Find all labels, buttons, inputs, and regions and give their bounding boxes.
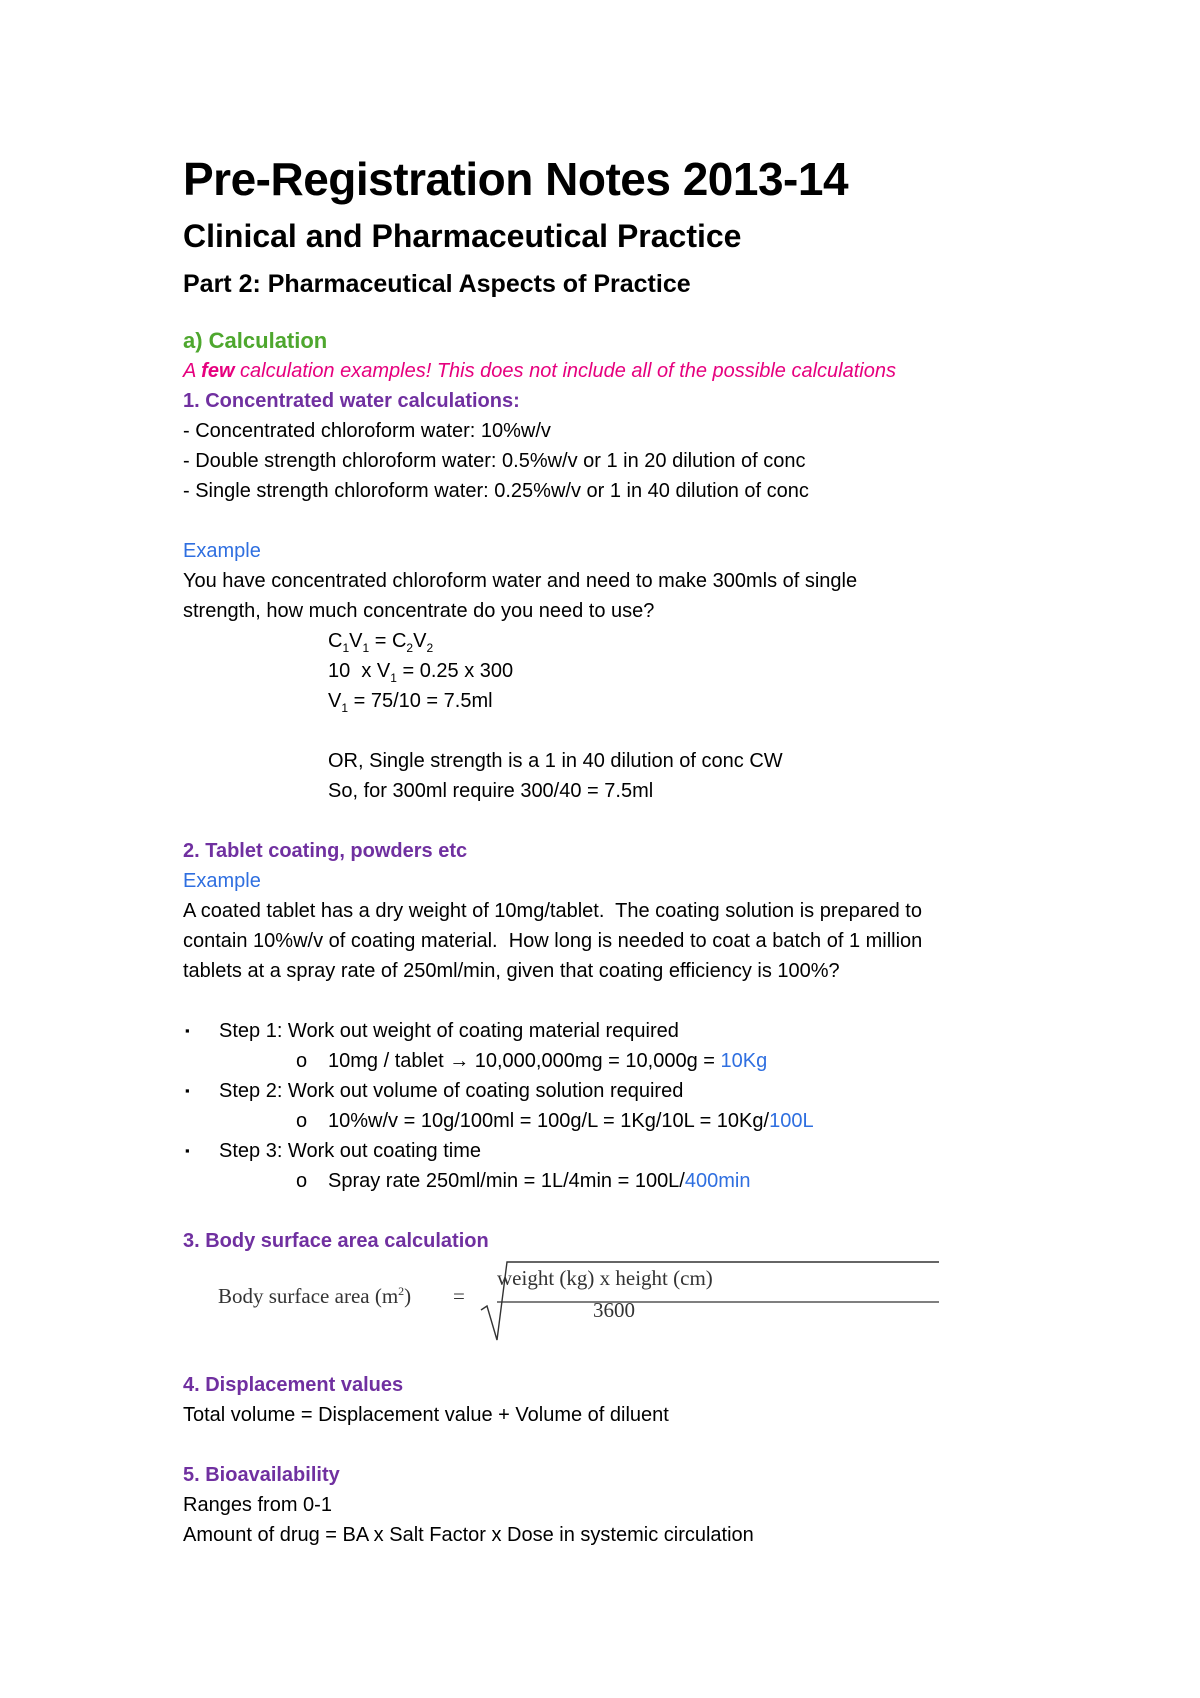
formula-denominator: 3600 xyxy=(593,1298,635,1322)
s1-working: $C_1V_1 = C_2V_2$ xyxy=(328,630,434,655)
s1-item: - Concentrated chloroform water: 10%w/v xyxy=(183,420,551,442)
s4-heading: 4. Displacement values xyxy=(183,1374,404,1396)
step-detail: o 10%w/v = 10g/100ml = 100g/L = 1Kg/10L = 10Kg/100L xyxy=(183,1106,1063,1136)
page-title: Pre-Registration Notes 2013-14 xyxy=(183,153,849,205)
step-item: ▪ Step 2: Work out volume of coating solution required xyxy=(183,1076,1063,1106)
circle-bullet-icon: o xyxy=(296,1170,308,1192)
s1-question: strength, how much concentrate do you need to use? xyxy=(183,600,655,622)
s1-working: OR, Single strength is a 1 in 40 dilution of conc CW xyxy=(328,750,783,772)
section-heading: a) Calculation xyxy=(183,328,328,353)
s1-question: You have concentrated chloroform water and need to make 300mls of single xyxy=(183,570,858,592)
s1-heading: 1. Concentrated water calculations: xyxy=(183,390,520,412)
circle-bullet-icon: o xyxy=(296,1110,308,1132)
s1-working: 10 x $V_1 = 0.25$ x 300 xyxy=(328,660,514,685)
s2-example-label: Example xyxy=(183,870,261,892)
s2-question: tablets at a spray rate of 250ml/min, given that coating efficiency is 100%? xyxy=(183,960,840,982)
step-item: ▪ Step 3: Work out coating time xyxy=(183,1136,1063,1166)
s4-text: Total volume = Displacement value + Volume of diluent xyxy=(183,1404,669,1426)
step-detail: o Spray rate 250ml/min = 1L/4min = 100L/400min xyxy=(183,1166,1063,1196)
s1-working: So, for 300ml require 300/40 = 7.5ml xyxy=(328,780,654,802)
document-content xyxy=(183,150,1063,1550)
s3-heading: 3. Body surface area calculation xyxy=(183,1230,489,1252)
s1-example-label: Example xyxy=(183,540,261,562)
formula-numerator: weight (kg) x height (cm) xyxy=(497,1266,713,1290)
s1-item: - Double strength chloroform water: 0.5%w/v or 1 in 20 dilution of conc xyxy=(183,450,806,472)
bullet-icon: ▪ xyxy=(185,1023,190,1038)
step-detail: o 10mg / tablet → 10,000,000mg = 10,000g = 10Kg xyxy=(183,1046,1063,1076)
s1-item: - Single strength chloroform water: 0.25%w/v or 1 in 40 dilution of conc xyxy=(183,480,809,502)
s1-working: $V_1 = 75/10 = 7.5ml$ xyxy=(328,690,493,715)
s2-question: contain 10%w/v of coating material. How long is needed to coat a batch of 1 million xyxy=(183,930,923,952)
s2-heading: 2. Tablet coating, powders etc xyxy=(183,840,468,862)
bullet-icon: ▪ xyxy=(185,1083,190,1098)
page-subtitle: Clinical and Pharmaceutical Practice xyxy=(183,218,742,254)
arrow-icon: → xyxy=(449,1050,470,1072)
s2-question: A coated tablet has a dry weight of 10mg/tablet. The coating solution is prepared to xyxy=(183,900,922,922)
step-item: ▪ Step 1: Work out weight of coating material required xyxy=(183,1016,1063,1046)
bullet-icon: ▪ xyxy=(185,1143,190,1158)
part-heading: Part 2: Pharmaceutical Aspects of Practice xyxy=(183,270,691,298)
bsa-formula: Body surface area $(m^2)$ = weight (kg) x height (cm) 3600 xyxy=(183,1260,1063,1346)
circle-bullet-icon: o xyxy=(296,1050,308,1072)
s5-heading: 5. Bioavailability xyxy=(183,1464,340,1486)
s5-text: Ranges from 0-1 xyxy=(183,1494,332,1516)
s5-text: Amount of drug = BA x Salt Factor x Dose in systemic circulation xyxy=(183,1524,754,1546)
intro-note: A few calculation examples! This does not include all of the possible calculations xyxy=(183,360,896,382)
formula-lhs: Body surface area $(m^2)$ xyxy=(218,1284,412,1308)
